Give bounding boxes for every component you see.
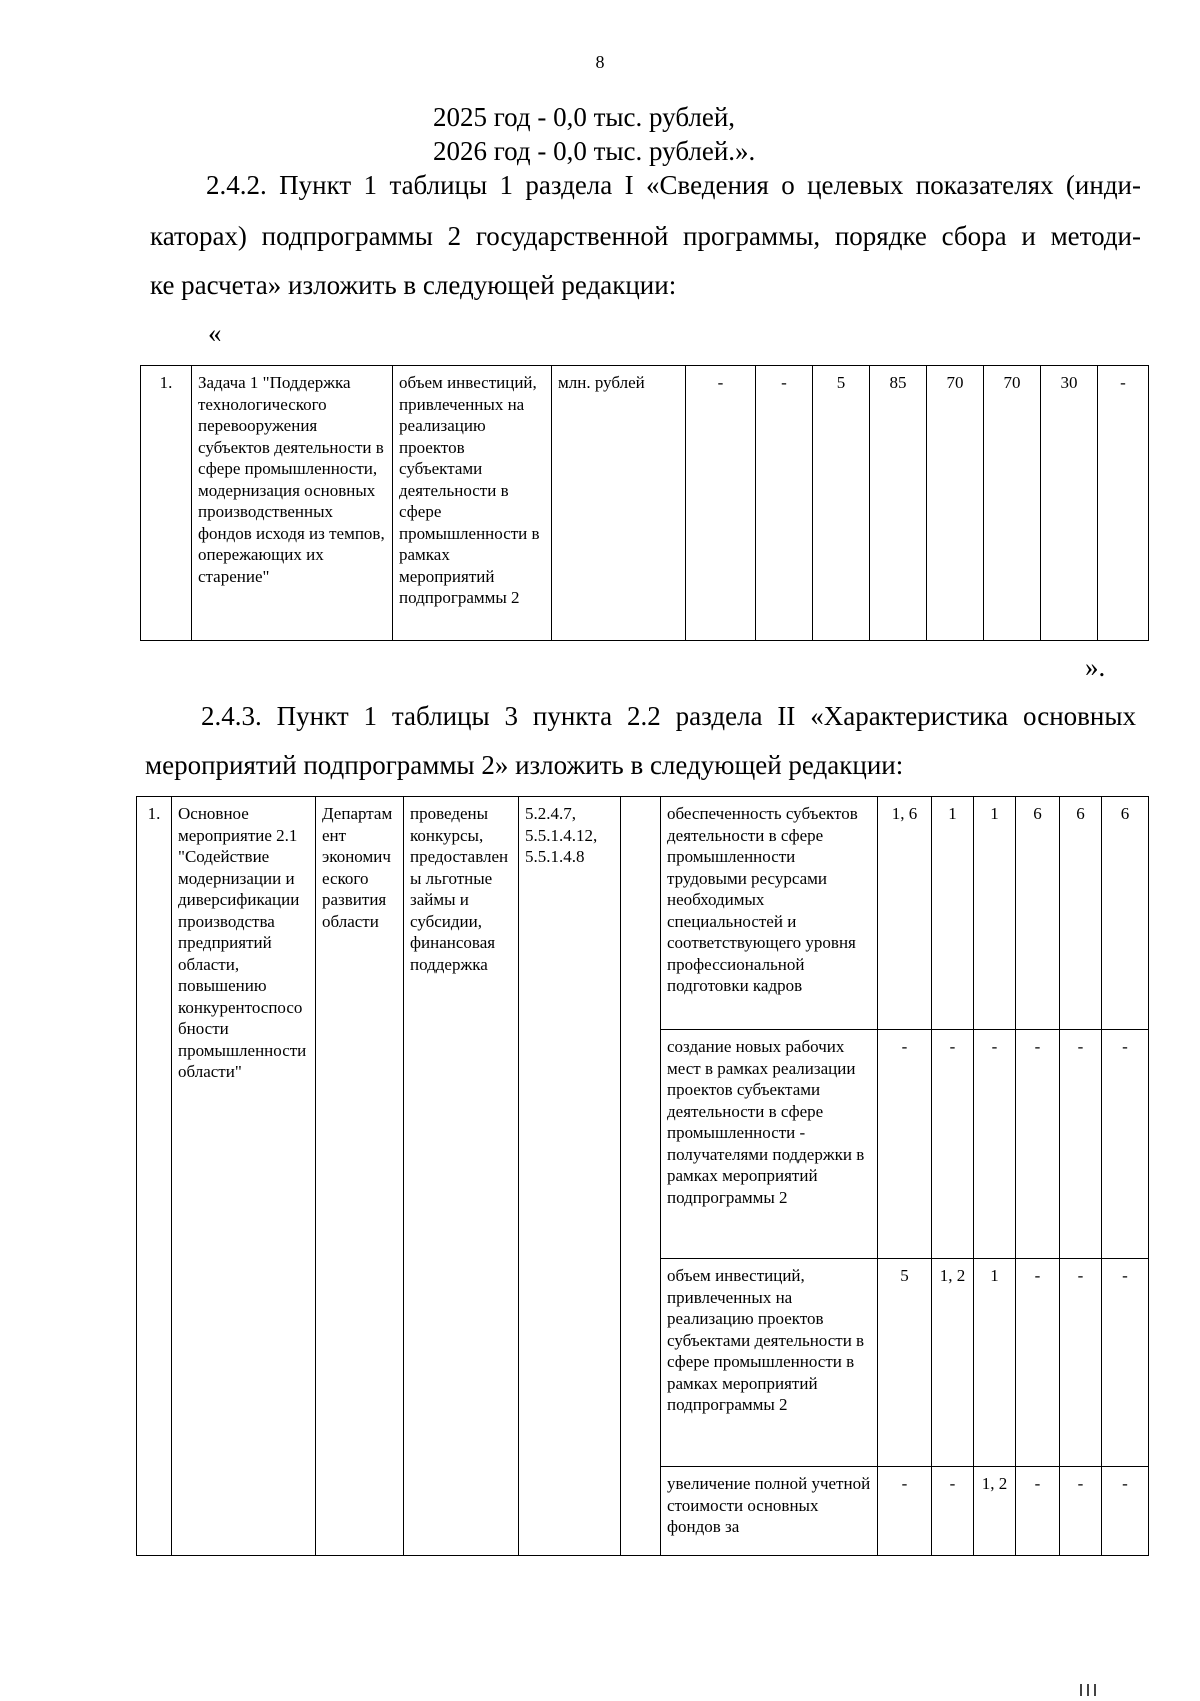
para1-line-3: ке расчета» изложить в следующей редакции: (150, 270, 677, 300)
value-cell: 5 (813, 366, 870, 641)
empty-cell (621, 797, 661, 1556)
value-cell: - (974, 1030, 1016, 1259)
para2-line-2: мероприятий подпрограммы 2» изложить в следующей редакции: (145, 750, 904, 780)
row-number: 1. (137, 797, 172, 1556)
value-cell: 30 (1041, 366, 1098, 641)
value-cell: 1, 2 (974, 1467, 1016, 1556)
intro-line-1: 2025 год - 0,0 тыс. рублей, (433, 102, 736, 132)
task-cell: Задача 1 "Поддержка технологического перевооружения субъектов деятельности в сфере промышленности, модернизация основных производственных фондов исходя из темпов, опережающих их старение" (192, 366, 393, 641)
value-cell: 1, 6 (878, 797, 932, 1030)
value-cell: - (1060, 1259, 1102, 1467)
value-cell: - (686, 366, 756, 641)
value-cell: - (1016, 1259, 1060, 1467)
para1-line-1: 2.4.2. Пункт 1 таблицы 1 раздела I «Сведения о целевых показателях (инди- (206, 170, 1141, 200)
value-cell: - (756, 366, 813, 641)
value-cell: 1 (974, 1259, 1016, 1467)
indicator-cell: увеличение полной учетной стоимости основных фондов за (661, 1467, 878, 1556)
row-number: 1. (141, 366, 192, 641)
value-cell: - (1102, 1259, 1149, 1467)
value-cell: - (1016, 1467, 1060, 1556)
value-cell: 1 (932, 797, 974, 1030)
value-cell: 1 (974, 797, 1016, 1030)
value-cell: 5 (878, 1259, 932, 1467)
para1-line-2: каторах) подпрограммы 2 государственной программы, порядке сбора и методи- (150, 221, 1141, 251)
events-table (136, 796, 1149, 1556)
indicator-cell: обеспеченность субъектов деятельности в сфере промышленности трудовыми ресурсами необходимых специальностей и соответствующего уровня профессиональной подготовки кадров (661, 797, 878, 1030)
result-cell: проведены конкурсы, предоставлены льготные займы и субсидии, финансовая поддержка (404, 797, 519, 1556)
open-quote: « (208, 318, 222, 348)
value-cell: - (1102, 1467, 1149, 1556)
unit-cell: млн. рублей (552, 366, 686, 641)
value-cell: 70 (984, 366, 1041, 641)
value-cell: 85 (870, 366, 927, 641)
indicator-cell: объем инвестиций, привлеченных на реализацию проектов субъектами деятельности в сфере промышленности в рамках мероприятий подпрограммы 2 (393, 366, 552, 641)
indicator-cell: создание новых рабочих мест в рамках реализации проектов субъектами деятельности в сфере промышленности - получателями поддержки в рамках мероприятий подпрограммы 2 (661, 1030, 878, 1259)
value-cell: - (1098, 366, 1149, 641)
page-number: 8 (595, 52, 605, 72)
value-cell: - (932, 1030, 974, 1259)
intro-line-2: 2026 год - 0,0 тыс. рублей.». (433, 136, 756, 166)
value-cell: - (878, 1030, 932, 1259)
value-cell: 1, 2 (932, 1259, 974, 1467)
executor-cell: Департамент экономического развития области (316, 797, 404, 1556)
value-cell: - (1060, 1030, 1102, 1259)
value-cell: 6 (1016, 797, 1060, 1030)
value-cell: - (1016, 1030, 1060, 1259)
para2-line-1: 2.4.3. Пункт 1 таблицы 3 пункта 2.2 раздела II «Характеристика основных (201, 701, 1136, 731)
value-cell: 6 (1060, 797, 1102, 1030)
event-cell: Основное мероприятие 2.1 "Содействие модернизации и диверсификации производства предприятий области, повышению конкурентоспособности промышленности области" (172, 797, 316, 1556)
indicator-cell: объем инвестиций, привлеченных на реализацию проектов субъектами деятельности в сфере промышленности в рамках мероприятий подпрограммы 2 (661, 1259, 878, 1467)
scan-marks (1080, 1683, 1120, 1697)
value-cell: 70 (927, 366, 984, 641)
value-cell: - (878, 1467, 932, 1556)
indicator-table (140, 365, 1149, 641)
codes-cell: 5.2.4.7, 5.5.1.4.12, 5.5.1.4.8 (519, 797, 621, 1556)
value-cell: - (932, 1467, 974, 1556)
close-quote: ». (1085, 652, 1106, 682)
value-cell: 6 (1102, 797, 1149, 1030)
value-cell: - (1060, 1467, 1102, 1556)
value-cell: - (1102, 1030, 1149, 1259)
